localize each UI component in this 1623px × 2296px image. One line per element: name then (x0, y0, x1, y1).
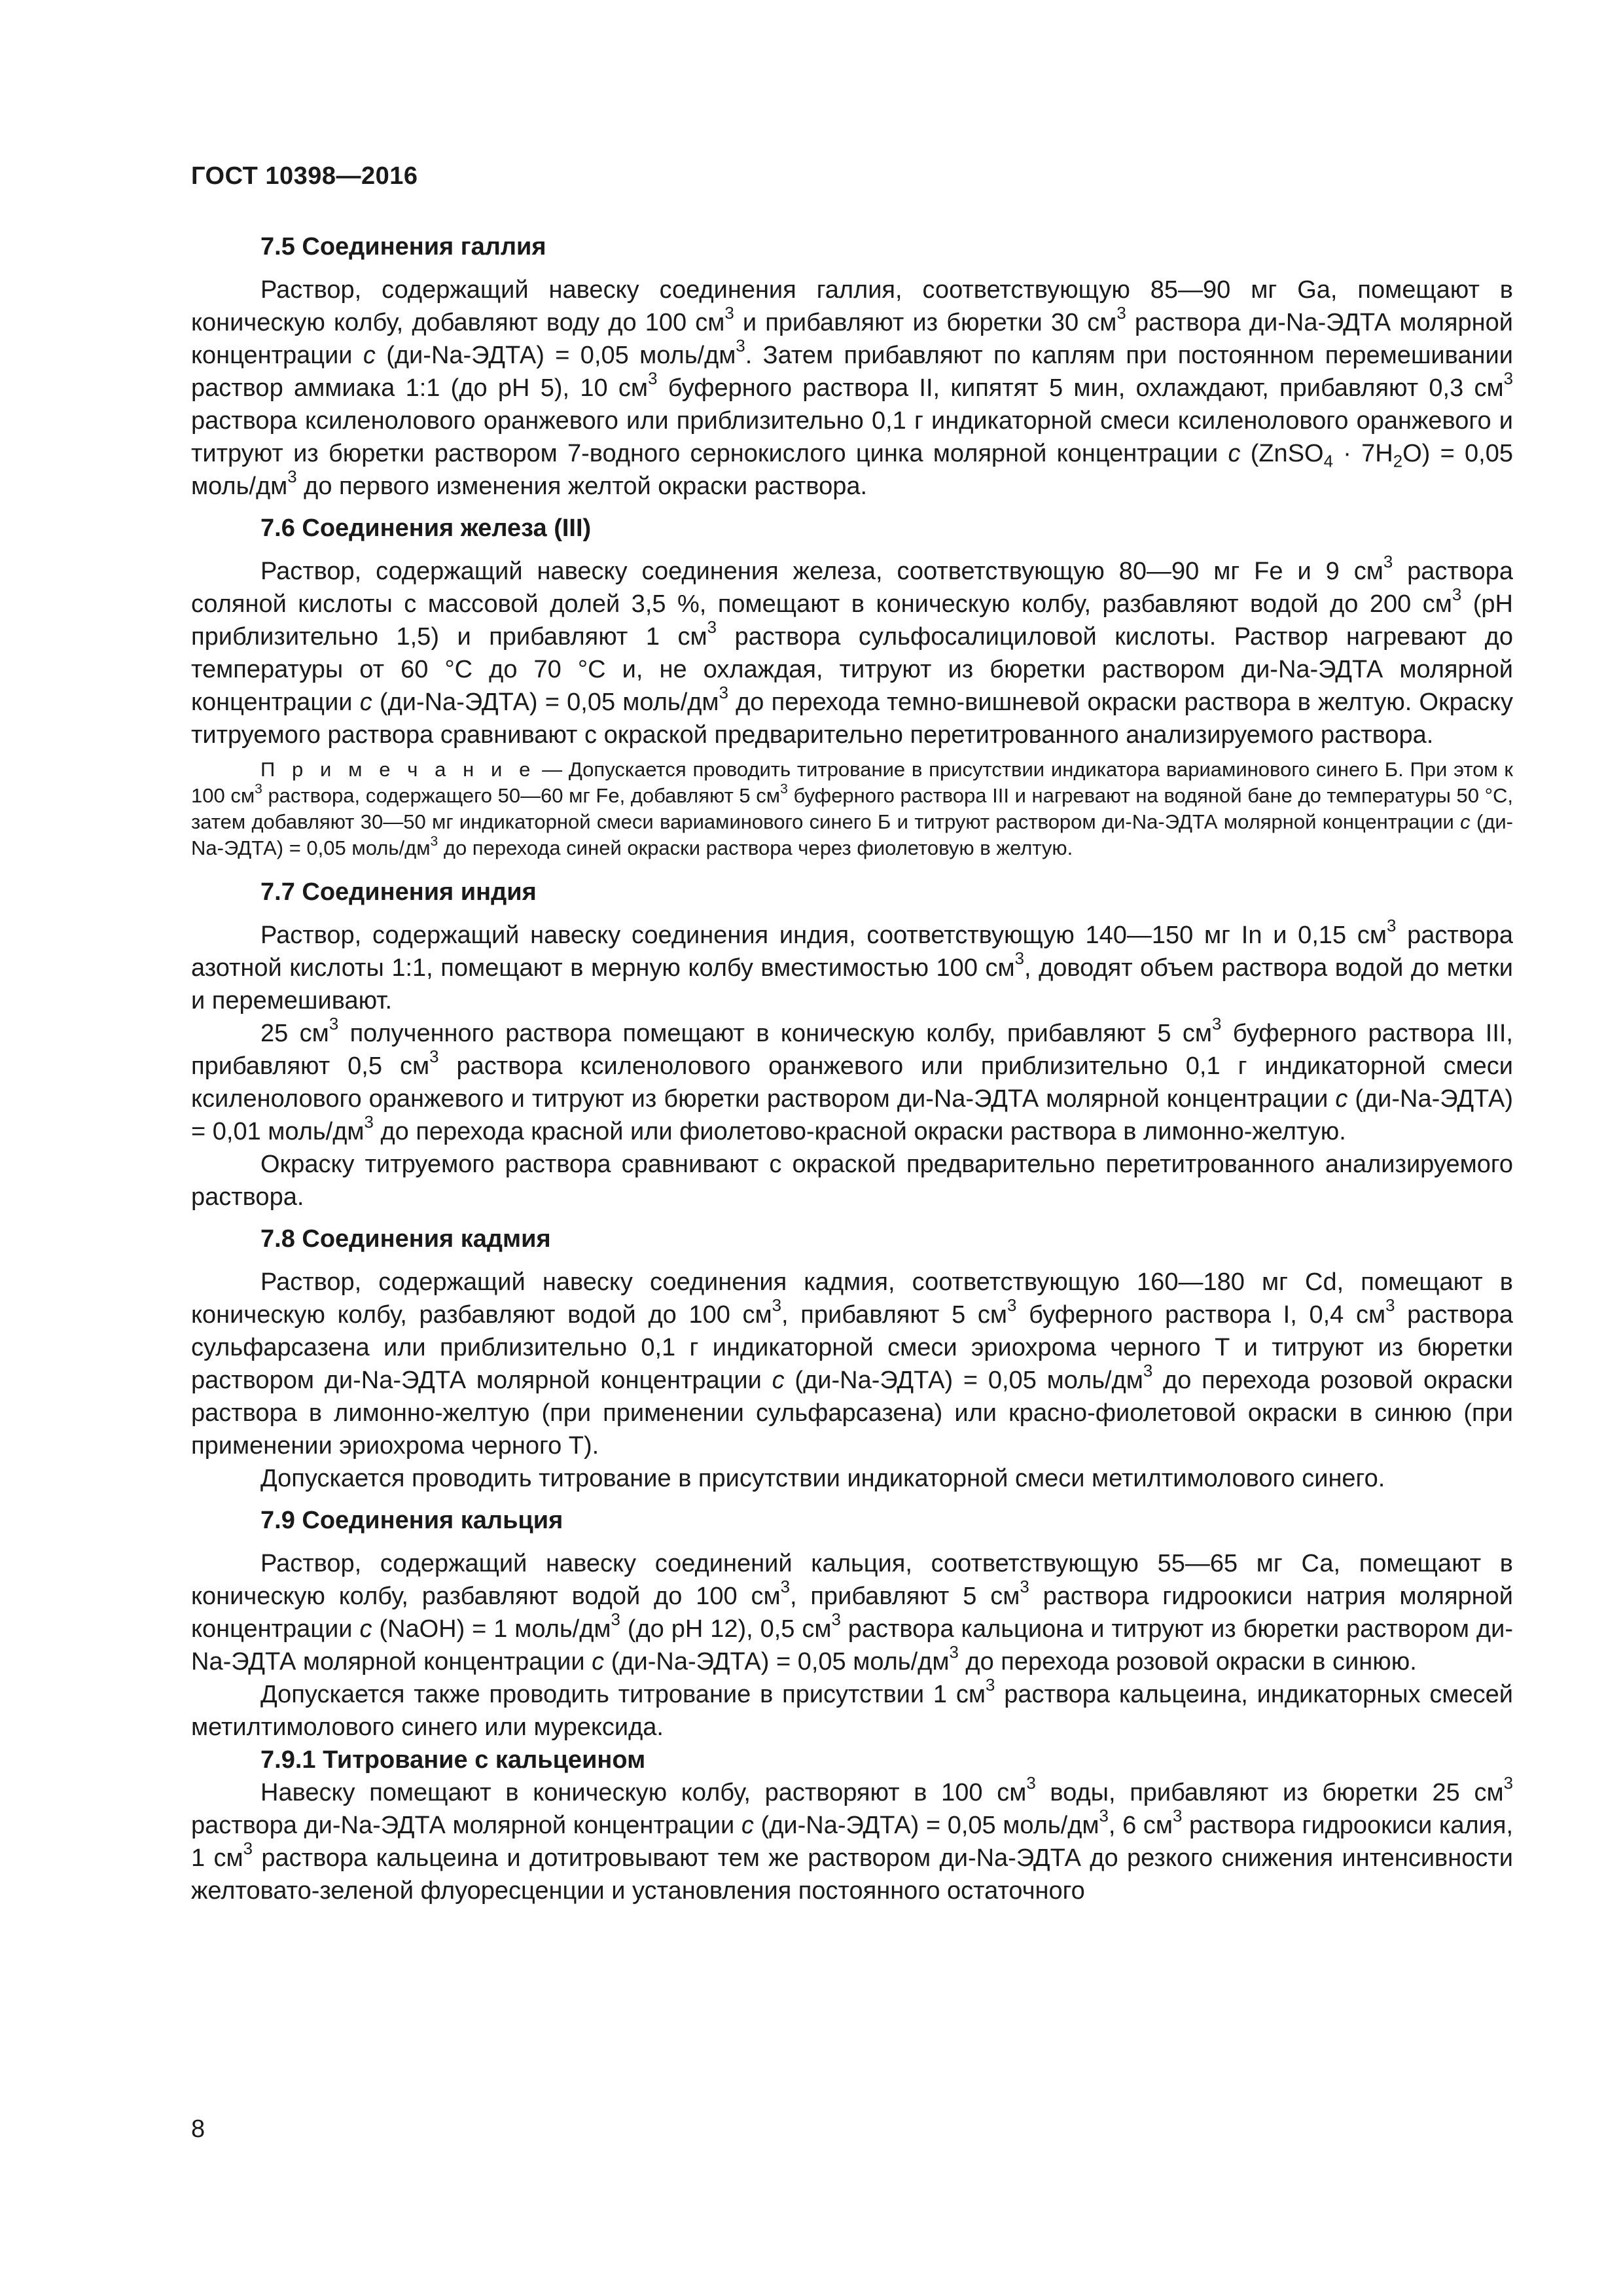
paragraph: Раствор, содержащий навеску соединений кальция, соответствующую 55—65 мг Са, помещают в коническую колбу, разбавляют водой до 100 $см^3$, прибавляют 5 $см^3$ раствора гидроокиси натрия молярной концентрации c (NaOH) = 1 моль/$дм^3$ (до pH 12), 0,5 $см^3$ раствора кальциона и титруют из бюретки раствором ди-Na-ЭДТА молярной концентрации c (ди-Na-ЭДТА) = 0,05 моль/$дм^3$ до перехода розовой окраски в синюю. (191, 1550, 1514, 1676)
paragraph: Навеску помещают в коническую колбу, растворяют в 100 $см^3$ воды, прибавляют из бюретки 25 $см^3$ раствора ди-Na-ЭДТА молярной концентрации c (ди-Na-ЭДТА) = 0,05 моль/$дм^3$, 6 $см^3$ раствора гидроокиси калия, 1 $см^3$ раствора кальцеина и дотитровывают тем же раствором ди-Na-ЭДТА до резкого снижения интенсивности желтовато-зеленой флуоресценции и установления постоянного остаточного (191, 1774, 1513, 1905)
paragraph: Допускается проводить титрование в присутствии индикаторной смеси метилтимолового синего. (260, 1465, 1385, 1492)
note: П р и м е ч а н и е — Допускается проводить титрование в присутствии индикатора вариаминового синего Б. При этом к 100 $см^3$ раствора, содержащего 50—60 мг Fe, добавляют 5 $см^3$ буферного раствора III и нагревают на водяной бане до температуры 50 °С, затем добавляют 30—50 мг индикаторной смеси вариаминового синего Б и титруют раствором ди-Na-ЭДТА молярной концентрации c (ди-Na-ЭДТА) = 0,05 моль/$дм^3$ до перехода синей окраски раствора через фиолетовую в желтую. (191, 758, 1513, 859)
section-heading-7-9: 7.9 Соединения кальция (260, 1507, 563, 1534)
paragraph: 25 $см^3$ полученного раствора помещают в коническую колбу, прибавляют 5 $см^3$ буферного раствора III, прибавляют 0,5 $см^3$ раствора ксиленолового оранжевого или приблизительно 0,1 г индикаторной смеси ксиленолового оранжевого и титруют из бюретки раствором ди-Na-ЭДТА молярной концентрации c (ди-Na-ЭДТА) = 0,01 моль/$дм^3$ до перехода красной или фиолетово-красной окраски раствора в лимонно-желтую. (191, 1015, 1514, 1145)
section-heading-7-5: 7.5 Соединения галлия (260, 233, 546, 260)
section-heading-7-8: 7.8 Соединения кадмия (260, 1225, 551, 1253)
section-heading-7-7: 7.7 Соединения индия (260, 878, 537, 906)
paragraph: Допускается также проводить титрование в присутствии 1 $см^3$ раствора кальцеина, индикаторных смесей метилтимолового синего или мурексида. (191, 1676, 1513, 1741)
section-heading-7-9-1: 7.9.1 Титрование с кальцеином (260, 1746, 646, 1774)
paragraph: Раствор, содержащий навеску соединения галлия, соответствующую 85—90 мг Ga, помещают в коническую колбу, добавляют воду до 100 $см^3$ и прибавляют из бюретки 30 $см^3$ раствора ди-Na-ЭДТА молярной концентрации c (ди-Na-ЭДТА) = 0,05 моль/$дм^3$. Затем прибавляют по каплям при постоянном перемешивании раствор аммиака 1:1 (до pH 5), 10 $см^3$ буферного раствора II, кипятят 5 мин, охлаждают, прибавляют 0,3 $см^3$ раствора ксиленолового оранжевого или приблизительно 0,1 г индикаторной смеси ксиленолового оранжевого и титруют из бюретки раствором 7-водного сернокислого цинка молярной концентрации c (ZnSO$_4$ · $7H_2O) = 0,05$ моль/$дм^3$ до первого изменения желтой окраски раствора. (191, 276, 1513, 500)
document-body (191, 230, 1513, 1907)
document-header: ГОСТ 10398—2016 (191, 162, 418, 190)
paragraph: Раствор, содержащий навеску соединения железа, соответствующую 80—90 мг Fe и 9 $см^3$ раствора соляной кислоты с массовой долей 3,5 %, помещают в коническую колбу, разбавляют водой до 200 $см^3$ (pH приблизительно 1,5) и прибавляют 1 $см^3$ раствора сульфосалициловой кислоты. Раствор нагревают до температуры от 60 °С до 70 °С и, не охлаждая, титруют из бюретки раствором ди-Na-ЭДТА молярной концентрации c (ди-Na-ЭДТА) = 0,05 моль/$дм^3$ до перехода темно-вишневой окраски раствора в желтую. Окраску титруемого раствора сравнивают с окраской предварительно перетитрованного анализируемого раствора. (191, 553, 1514, 749)
section-heading-7-6: 7.6 Соединения железа (III) (260, 514, 592, 542)
paragraph: Окраску титруемого раствора сравнивают с окраской предварительно перетитрованного анализируемого раствора. (191, 1151, 1513, 1211)
paragraph: Раствор, содержащий навеску соединения индия, соответствующую 140—150 мг In и 0,15 $см^3$ раствора азотной кислоты 1:1, помещают в мерную колбу вместимостью 100 $см^3$, доводят объем раствора водой до метки и перемешивают. (191, 917, 1513, 1014)
paragraph: Раствор, содержащий навеску соединения кадмия, соответствующую 160—180 мг Cd, помещают в коническую колбу, разбавляют водой до 100 $см^3$, прибавляют 5 $см^3$ буферного раствора I, 0,4 $см^3$ раствора сульфарсазена или приблизительно 0,1 г индикаторной смеси эриохрома черного Т и титруют из бюретки раствором ди-Na-ЭДТА молярной концентрации c (ди-Na-ЭДТА) = 0,05 моль/$дм^3$ до перехода розовой окраски раствора в лимонно-желтую (при применении сульфарсазена) или красно-фиолетовой окраски в синюю (при применении эриохрома черного Т). (191, 1268, 1513, 1460)
note-label: П р и м е ч а н и е (260, 758, 536, 781)
page-number: 8 (191, 2115, 205, 2143)
